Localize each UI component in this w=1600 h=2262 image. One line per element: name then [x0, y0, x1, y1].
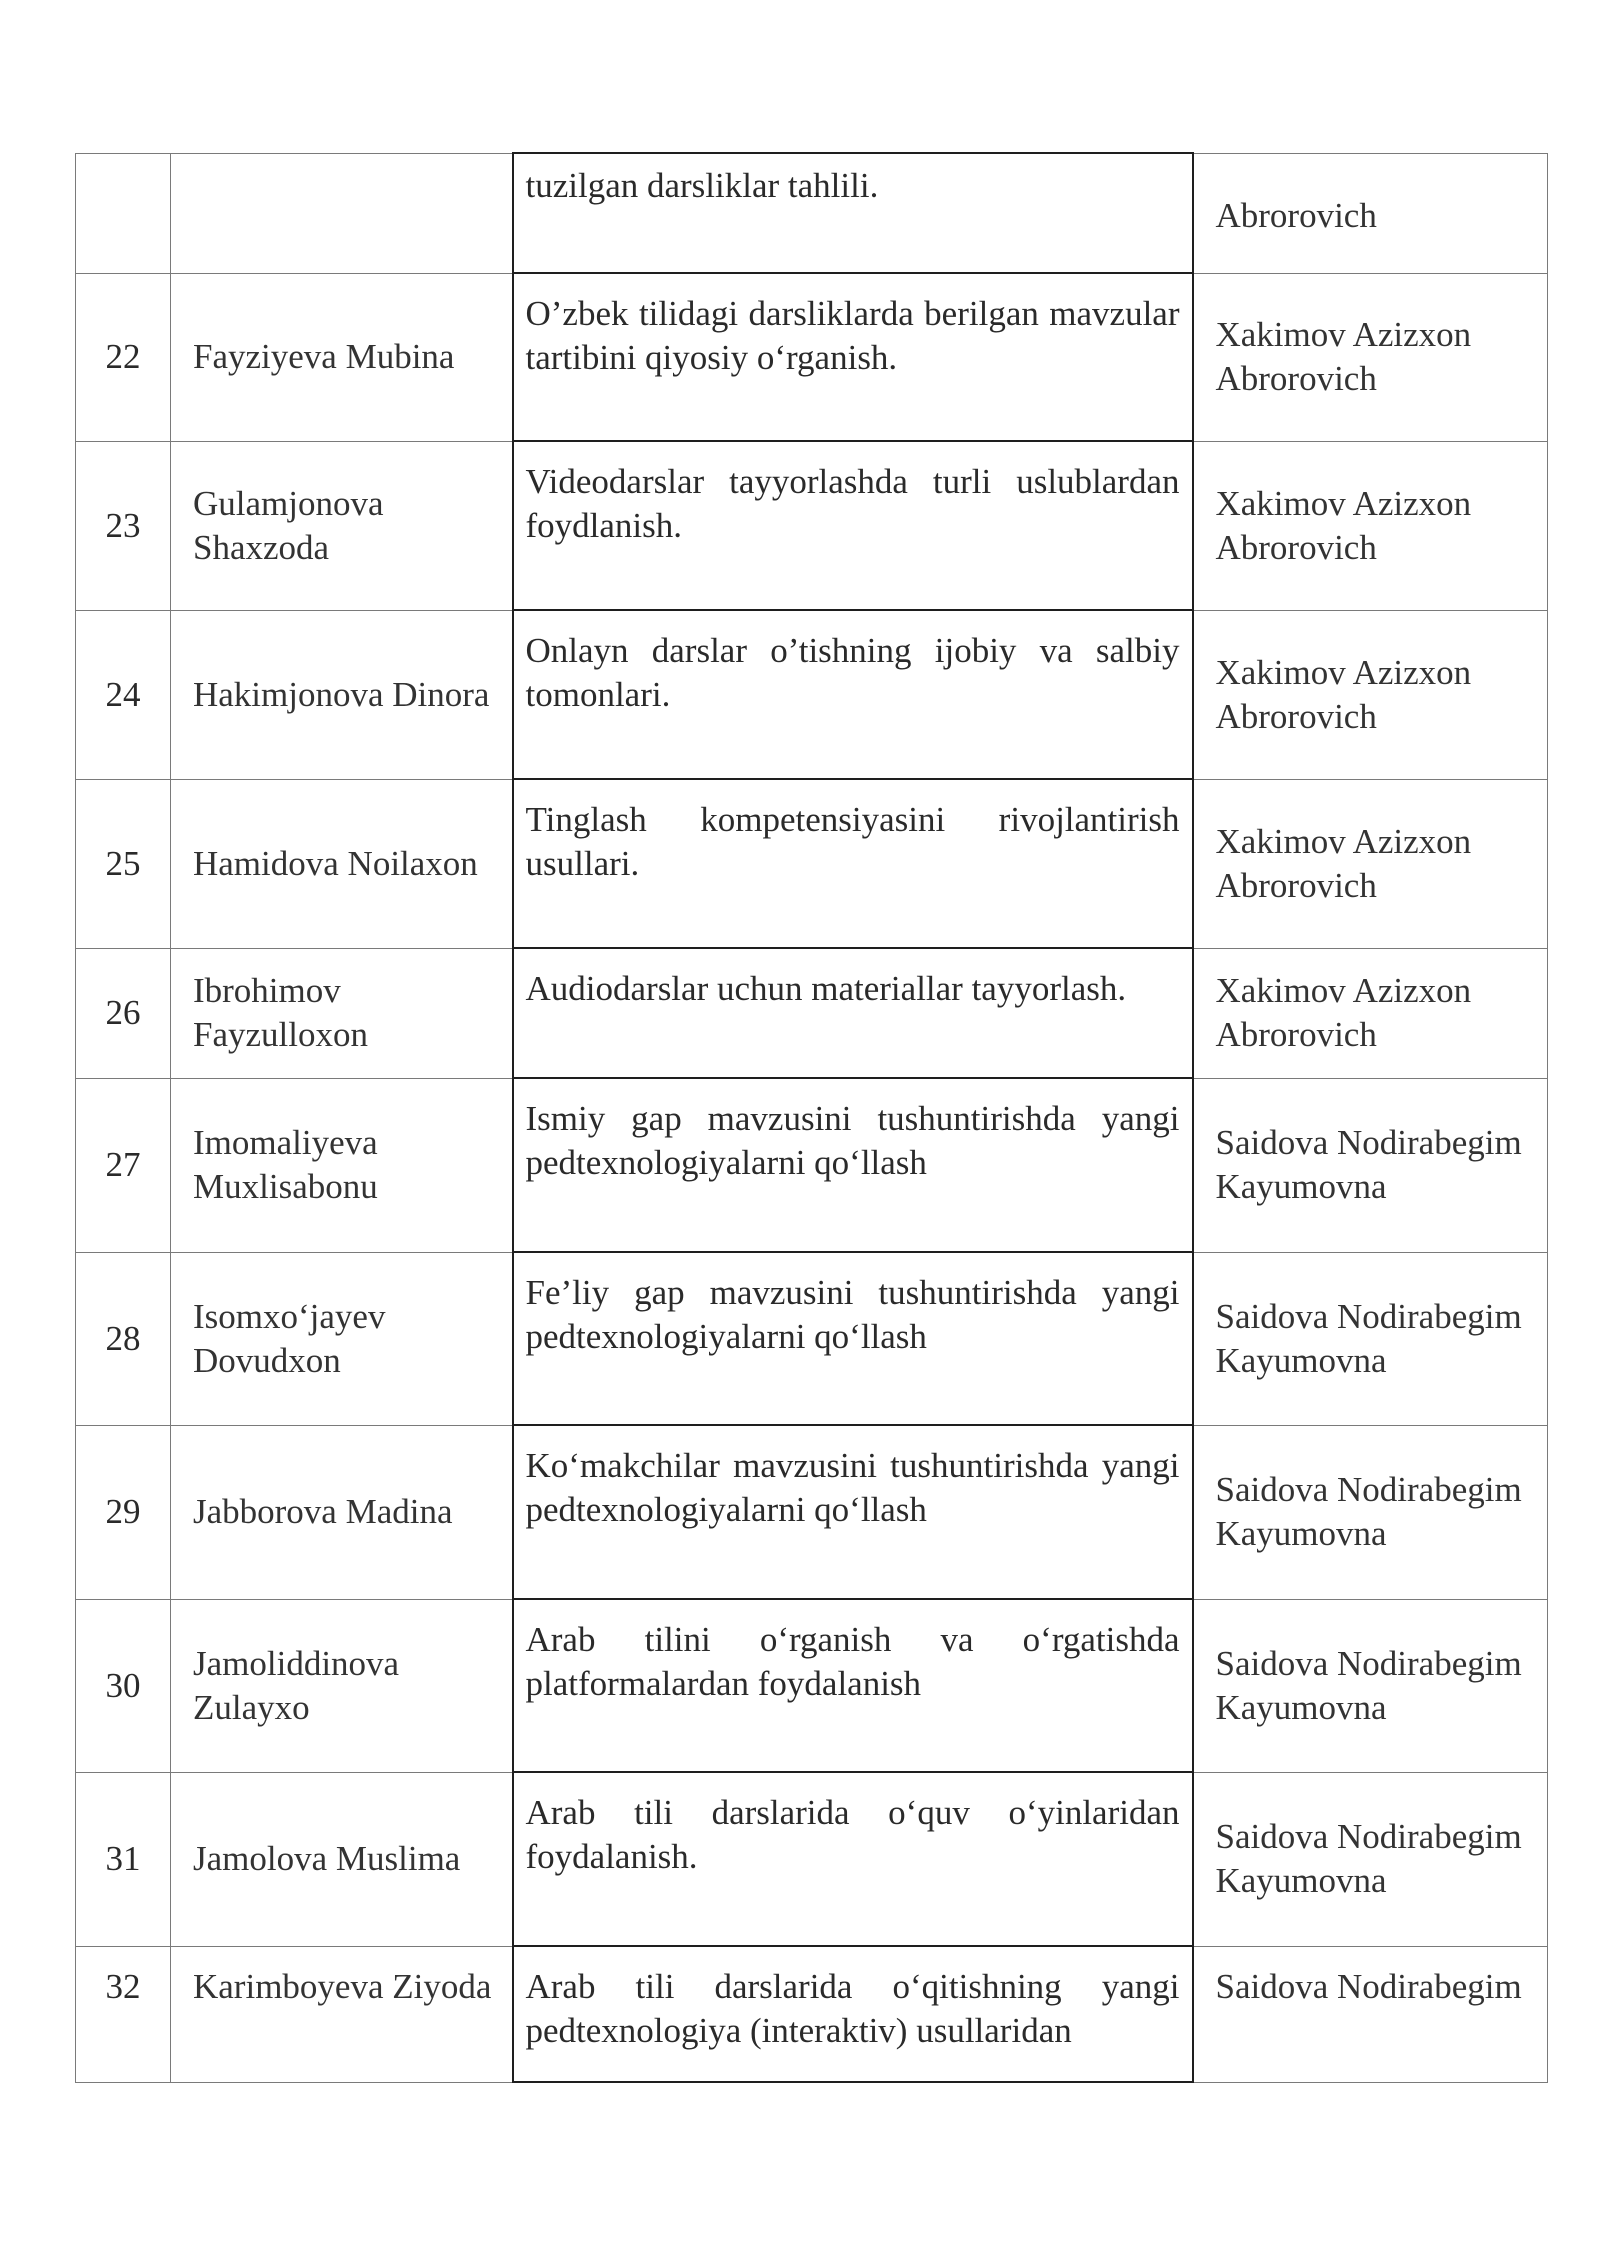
thesis-topic-cell [513, 1252, 1193, 1425]
table-row [76, 1078, 1548, 1252]
thesis-topic-cell [513, 948, 1193, 1078]
row-number: 25 [105, 843, 141, 883]
student-name-cell [171, 441, 513, 610]
supervisor-name-cell [1193, 610, 1548, 779]
table-row [76, 273, 1548, 441]
row-number: 31 [105, 1839, 141, 1878]
thesis-topic-cell [513, 153, 1193, 273]
row-number-cell [76, 1772, 171, 1946]
row-number-cell [76, 1946, 171, 2082]
row-number: 30 [105, 1665, 141, 1705]
thesis-topic-cell [513, 1425, 1193, 1599]
student-name: Jabborova Madina [193, 1492, 453, 1531]
supervisor-name-cell [1193, 1772, 1548, 1946]
student-name-cell [171, 1252, 513, 1425]
supervisor-name-cell [1193, 1946, 1548, 2082]
row-number: 29 [105, 1492, 141, 1531]
table-body [76, 153, 1548, 2082]
row-number-cell [76, 153, 171, 273]
thesis-topic-cell [513, 1772, 1193, 1946]
student-name: Imomaliyeva Muxlisabonu [193, 1123, 378, 1206]
student-name: Karimboyeva Ziyoda [193, 1966, 492, 2006]
thesis-topic-cell [513, 441, 1193, 610]
supervisor-name-cell [1193, 779, 1548, 948]
row-number: 24 [105, 674, 141, 714]
thesis-topic: Videodarslar tayyorlashda turli uslublardan foydlanish. [525, 462, 1180, 545]
table-row [76, 1599, 1548, 1772]
thesis-topic: O’zbek tilidagi darsliklarda berilgan mavzular tartibini qiyosiy o‘rganish. [525, 294, 1180, 377]
supervisor-name: Saidova Nodirabegim Kayumovna [1215, 1817, 1522, 1900]
row-number-cell [76, 441, 171, 610]
supervisor-name-cell [1193, 1078, 1548, 1252]
supervisor-name: Xakimov Azizxon Abrorovich [1215, 971, 1472, 1054]
supervisor-name-cell [1193, 153, 1548, 273]
supervisor-name-cell [1193, 441, 1548, 610]
table-row [76, 948, 1548, 1078]
table-row [76, 153, 1548, 273]
thesis-topic: Arab tili darslarida o‘qitishning yangi pedtexnologiya (interaktiv) usullaridan [525, 1967, 1180, 2050]
student-name: Hamidova Noilaxon [193, 843, 478, 883]
row-number: 32 [105, 1966, 141, 2006]
thesis-topic-cell [513, 1946, 1193, 2082]
supervisor-name: Abrorovich [1215, 195, 1377, 235]
thesis-topic-cell [513, 610, 1193, 779]
student-name: Fayziyeva Mubina [193, 337, 455, 376]
table-row [76, 1946, 1548, 2082]
supervisor-name: Saidova Nodirabegim [1215, 1966, 1522, 2006]
row-number: 28 [105, 1318, 141, 1358]
supervisor-name: Saidova Nodirabegim Kayumovna [1215, 1123, 1522, 1206]
thesis-topic: Fe’liy gap mavzusini tushuntirishda yangi pedtexnologiyalarni qo‘llash [525, 1273, 1180, 1356]
student-name: Hakimjonova Dinora [193, 674, 490, 714]
supervisor-name-cell [1193, 1599, 1548, 1772]
row-number-cell [76, 273, 171, 441]
thesis-topic: tuzilgan darsliklar tahlili. [525, 166, 879, 205]
supervisor-name: Saidova Nodirabegim Kayumovna [1215, 1296, 1522, 1380]
thesis-topic: Arab tili darslarida o‘quv o‘yinlaridan foydalanish. [525, 1793, 1180, 1876]
supervisor-name: Xakimov Azizxon Abrorovich [1215, 652, 1472, 736]
student-name: Gulamjonova Shaxzoda [193, 483, 384, 567]
student-name-cell [171, 779, 513, 948]
student-name: Jamoliddinova Zulayxo [193, 1643, 400, 1727]
student-name-cell [171, 1078, 513, 1252]
thesis-topic: Tinglash kompetensiyasini rivojlantirish usullari. [525, 800, 1180, 883]
thesis-topic: Audiodarslar uchun materiallar tayyorlash. [525, 969, 1127, 1008]
row-number-cell [76, 1252, 171, 1425]
row-number: 27 [105, 1145, 141, 1184]
row-number-cell [76, 610, 171, 779]
thesis-topic: Ko‘makchilar mavzusini tushuntirishda yangi pedtexnologiyalarni qo‘llash [525, 1446, 1180, 1529]
supervisor-name-cell [1193, 948, 1548, 1078]
thesis-topic-cell [513, 273, 1193, 441]
student-name-cell [171, 610, 513, 779]
row-number-cell [76, 1599, 171, 1772]
table-row [76, 1772, 1548, 1946]
student-name-cell [171, 948, 513, 1078]
thesis-topic-cell [513, 1599, 1193, 1772]
row-number-cell [76, 1425, 171, 1599]
supervisor-name: Saidova Nodirabegim Kayumovna [1215, 1470, 1522, 1553]
thesis-topic: Onlayn darslar o’tishning ijobiy va salbiy tomonlari. [525, 631, 1180, 714]
thesis-topic-cell [513, 779, 1193, 948]
student-name-cell [171, 1425, 513, 1599]
student-name: Isomxo‘jayev Dovudxon [193, 1296, 386, 1380]
supervisor-name: Xakimov Azizxon Abrorovich [1215, 483, 1472, 567]
supervisor-name: Saidova Nodirabegim Kayumovna [1215, 1643, 1522, 1727]
supervisor-name: Xakimov Azizxon Abrorovich [1215, 821, 1472, 905]
supervisor-name-cell [1193, 1252, 1548, 1425]
table-row [76, 779, 1548, 948]
supervisor-name: Xakimov Azizxon Abrorovich [1215, 315, 1472, 398]
thesis-topic: Arab tilini o‘rganish va o‘rgatishda platformalardan foydalanish [525, 1620, 1180, 1703]
supervisor-name-cell [1193, 1425, 1548, 1599]
student-name: Ibrohimov Fayzulloxon [193, 971, 368, 1054]
row-number-cell [76, 948, 171, 1078]
student-name-cell [171, 273, 513, 441]
student-name-cell [171, 1772, 513, 1946]
thesis-topic: Ismiy gap mavzusini tushuntirishda yangi pedtexnologiyalarni qo‘llash [525, 1099, 1180, 1182]
row-number-cell [76, 1078, 171, 1252]
row-number: 22 [105, 337, 141, 376]
student-name-cell [171, 1599, 513, 1772]
student-name-cell [171, 1946, 513, 2082]
table-row [76, 610, 1548, 779]
row-number: 26 [105, 993, 141, 1032]
student-name-cell [171, 153, 513, 273]
row-number: 23 [105, 505, 141, 545]
table-row [76, 441, 1548, 610]
supervisor-name-cell [1193, 273, 1548, 441]
thesis-topic-cell [513, 1078, 1193, 1252]
thesis-topics-table [75, 152, 1548, 2083]
table-row [76, 1425, 1548, 1599]
row-number-cell [76, 779, 171, 948]
table-row [76, 1252, 1548, 1425]
student-name: Jamolova Muslima [193, 1839, 461, 1878]
